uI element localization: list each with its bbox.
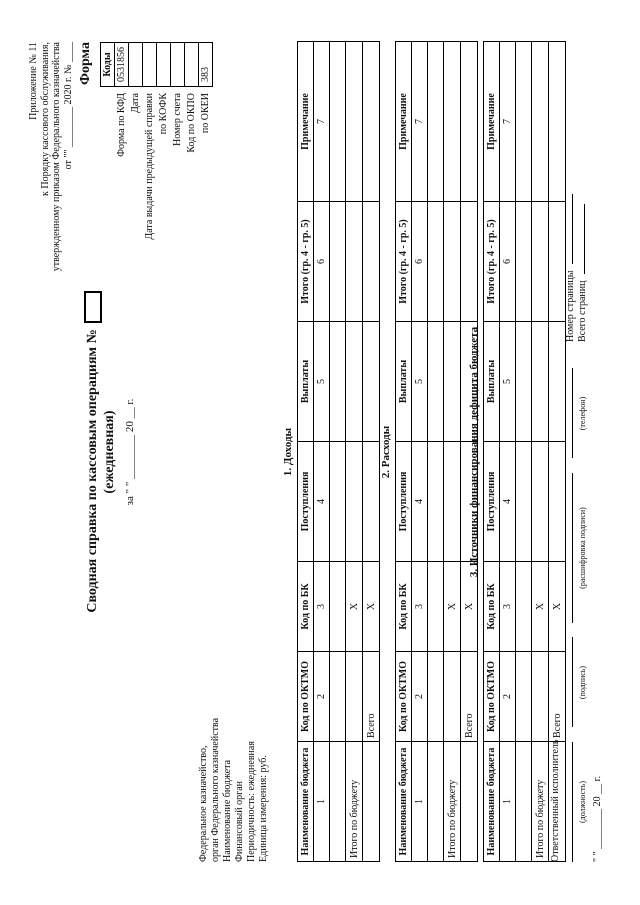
okpo-label: Код по ОКПО — [186, 93, 197, 153]
grand-total-label: Всего — [461, 652, 478, 742]
col-number: 2 — [412, 652, 428, 742]
total-row — [532, 42, 549, 862]
total-label: Итого по бюджету — [532, 742, 549, 862]
col-number: 6 — [314, 202, 330, 322]
org-line-2: орган Федерального казначейства — [210, 717, 221, 862]
account-label: Номер счета — [172, 93, 183, 146]
total-label: Итого по бюджету — [346, 742, 363, 862]
col-header: Примечание — [298, 42, 314, 202]
date-value — [129, 43, 143, 87]
total-pages-line — [584, 204, 585, 274]
section-1 — [282, 42, 380, 862]
total-pages-label: Всего страниц — [577, 280, 588, 342]
col-header: Примечание — [484, 42, 500, 202]
col-number: 4 — [500, 442, 516, 562]
report-period: за " " ________ 20 __ г. — [124, 398, 136, 506]
page-number-label: Номер страницы — [565, 270, 576, 342]
org-info — [198, 562, 270, 862]
table-row — [516, 42, 532, 862]
col-number: 5 — [412, 322, 428, 442]
org-line-6: Единица измерения: руб. — [258, 755, 269, 862]
prev-date-value — [143, 43, 157, 87]
section-2-title: 2. Расходы — [380, 425, 392, 479]
decoding-line — [572, 473, 573, 623]
col-number: 5 — [314, 322, 330, 442]
org-line-3: Наименование бюджета — [222, 759, 233, 862]
col-number: 4 — [412, 442, 428, 562]
appendix-line-1: к Порядку кассового обслуживания, — [39, 42, 51, 196]
total-row — [444, 42, 461, 862]
col-header: Поступления — [484, 442, 500, 562]
grand-total-row — [363, 42, 380, 862]
cross-mark: X — [461, 562, 478, 652]
grand-total-label: Всего — [549, 652, 566, 742]
col-header: Код по ОКТМО — [396, 652, 412, 742]
col-header: Выплаты — [484, 322, 500, 442]
col-number: 1 — [412, 742, 428, 862]
col-header: Итого (гр. 4 - гр. 5) — [298, 202, 314, 322]
appendix-line-2: утвержденному приказом Федерального казначейства — [51, 42, 62, 272]
section-1-table — [297, 41, 380, 862]
col-number: 6 — [412, 202, 428, 322]
col-header: Примечание — [396, 42, 412, 202]
total-label: Итого по бюджету — [444, 742, 461, 862]
col-header: Код по БК — [298, 562, 314, 652]
appendix-header — [28, 42, 94, 302]
cross-mark: X — [532, 562, 549, 652]
section-2-table — [395, 41, 478, 862]
prev-date-label: Дата выдачи предыдущей справки — [144, 93, 155, 240]
col-number: 3 — [412, 562, 428, 652]
cross-mark: X — [549, 562, 566, 652]
org-line-4: Финансовый орган — [234, 780, 245, 862]
col-header: Итого (гр. 4 - гр. 5) — [396, 202, 412, 322]
footer-date: " " ________ 20 __ г. — [592, 775, 603, 862]
kfd-label: Форма по КФД — [116, 93, 127, 157]
report-subtitle: (ежедневная) — [102, 410, 117, 494]
cross-mark: X — [346, 562, 363, 652]
col-number: 7 — [314, 42, 330, 202]
col-header: Итого (гр. 4 - гр. 5) — [484, 202, 500, 322]
section-1-title: 1. Доходы — [282, 427, 294, 477]
cross-mark: X — [363, 562, 380, 652]
col-header: Наименование бюджета — [396, 742, 412, 862]
kfd-value: 0531856 — [115, 43, 129, 87]
form-label: Форма — [78, 42, 93, 86]
phone-caption: (телефон) — [578, 396, 587, 431]
page-number-line — [572, 194, 573, 264]
col-header: Код по ОКТМО — [298, 652, 314, 742]
col-header: Поступления — [298, 442, 314, 562]
date-label: Дата — [130, 93, 141, 113]
appendix-date: от "" ________ 2020 г. № ____ — [62, 42, 74, 170]
col-header: Код по ОКТМО — [484, 652, 500, 742]
cross-mark: X — [444, 562, 461, 652]
col-header: Наименование бюджета — [298, 742, 314, 862]
decoding-caption: (расшифровка подписи) — [578, 507, 587, 589]
table-row — [330, 42, 346, 862]
position-caption: (должность) — [578, 781, 587, 823]
phone-line — [572, 369, 573, 459]
col-header: Выплаты — [298, 322, 314, 442]
codes-header: Коды — [101, 43, 115, 87]
col-header: Код по БК — [484, 562, 500, 652]
col-number: 5 — [500, 322, 516, 442]
appendix-number: Приложение № 11 — [28, 42, 39, 120]
total-row — [346, 42, 363, 862]
col-number: 7 — [500, 42, 516, 202]
rotated-content — [20, 22, 620, 882]
table-row — [428, 42, 444, 862]
kofk-label: по КОФК — [158, 93, 169, 135]
col-header: Код по БК — [396, 562, 412, 652]
position-line — [572, 742, 573, 862]
col-number: 3 — [314, 562, 330, 652]
section-3-title: 3. Источники финансирования дефицита бюджета — [468, 326, 480, 578]
signature-line — [572, 638, 573, 728]
account-value — [171, 43, 185, 87]
col-number: 1 — [314, 742, 330, 862]
col-number: 1 — [500, 742, 516, 862]
col-header: Наименование бюджета — [484, 742, 500, 862]
col-number: 2 — [314, 652, 330, 742]
col-number: 4 — [314, 442, 330, 562]
okpo-value — [185, 43, 199, 87]
responsible-label: Ответственный исполнитель — [550, 739, 561, 862]
col-number: 6 — [500, 202, 516, 322]
org-line-5: Периодичность: ежедневная — [246, 741, 257, 862]
signature-caption: (подпись) — [578, 665, 587, 700]
section-2 — [380, 42, 478, 862]
org-line-1: Федеральное казначейство, — [198, 745, 209, 862]
col-number: 3 — [500, 562, 516, 652]
col-number: 2 — [500, 652, 516, 742]
codes-panel — [100, 42, 213, 382]
col-header: Поступления — [396, 442, 412, 562]
signature-footer — [550, 42, 603, 862]
report-title: Сводная справка по кассовым операциям № — [85, 329, 101, 613]
col-header: Выплаты — [396, 322, 412, 442]
col-number: 7 — [412, 42, 428, 202]
kofk-value — [157, 43, 171, 87]
grand-total-label: Всего — [363, 652, 380, 742]
okei-label: по ОКЕИ — [200, 93, 211, 134]
okei-value: 383 — [199, 43, 213, 87]
